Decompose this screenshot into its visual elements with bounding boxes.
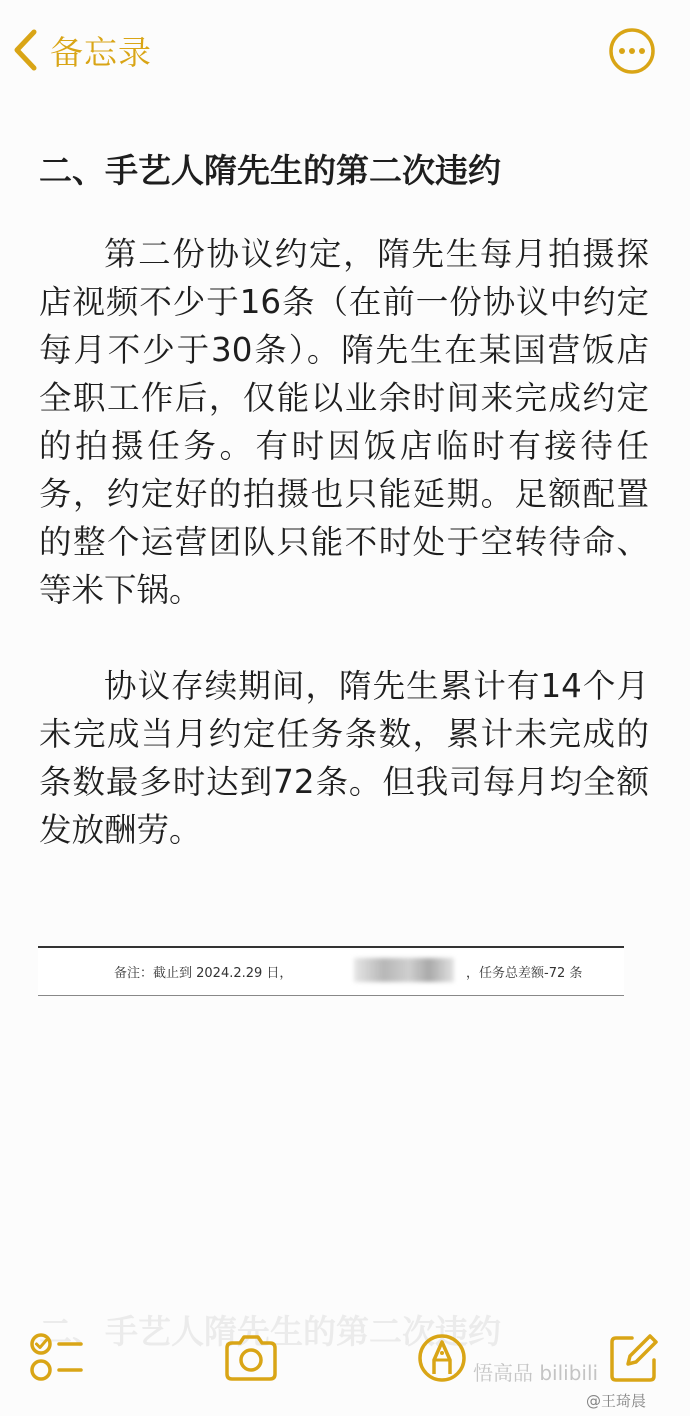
compose-button[interactable] <box>604 1328 664 1388</box>
remark-image <box>38 946 624 996</box>
note-body[interactable] <box>39 140 649 854</box>
back-label: 备忘录 <box>50 32 152 72</box>
markup-pen-icon <box>412 1328 472 1388</box>
note-paragraph: 协议存续期间，隋先生累计有14个月未完成当月约定任务条数，累计未完成的条数最多时达到72条。但我司每月均全额发放酬劳。 <box>39 667 649 849</box>
remark-text-prefix: 备注：截止到 2024.2.29 日， <box>114 966 293 981</box>
chevron-left-icon <box>12 28 38 72</box>
compose-icon <box>604 1328 664 1388</box>
bilibili-watermark: 悟高品 bilibili <box>473 1361 599 1385</box>
note-heading: 二、手艺人隋先生的第二次违约 <box>39 151 501 190</box>
navigation-bar <box>0 0 690 100</box>
ghost-heading: 二、手艺人隋先生的第二次违约 <box>39 1312 501 1351</box>
checklist-button[interactable] <box>27 1328 87 1388</box>
note-paragraph: 第二份协议约定，隋先生每月拍摄探店视频不少于16条（在前一份协议中约定每月不少于30条）。隋先生在某国营饭店全职工作后，仅能以业余时间来完成约定的拍摄任务。有时因饭店临时有接待任务，约定好的拍摄也只能延期。足额配置的整个运营团队只能不时处于空转待命、等米下锅。 <box>39 235 649 609</box>
more-options-button[interactable] <box>608 27 656 75</box>
markup-button[interactable] <box>412 1328 472 1388</box>
ellipsis-circle-icon <box>608 60 656 79</box>
camera-icon <box>221 1328 281 1388</box>
redacted-area <box>354 958 454 982</box>
weibo-watermark: @王琦晨 <box>586 1392 647 1410</box>
checklist-icon <box>27 1328 87 1388</box>
camera-button[interactable] <box>221 1328 281 1388</box>
remark-text-suffix: ，任务总差额-72 条 <box>466 966 583 981</box>
back-button[interactable] <box>12 26 152 74</box>
